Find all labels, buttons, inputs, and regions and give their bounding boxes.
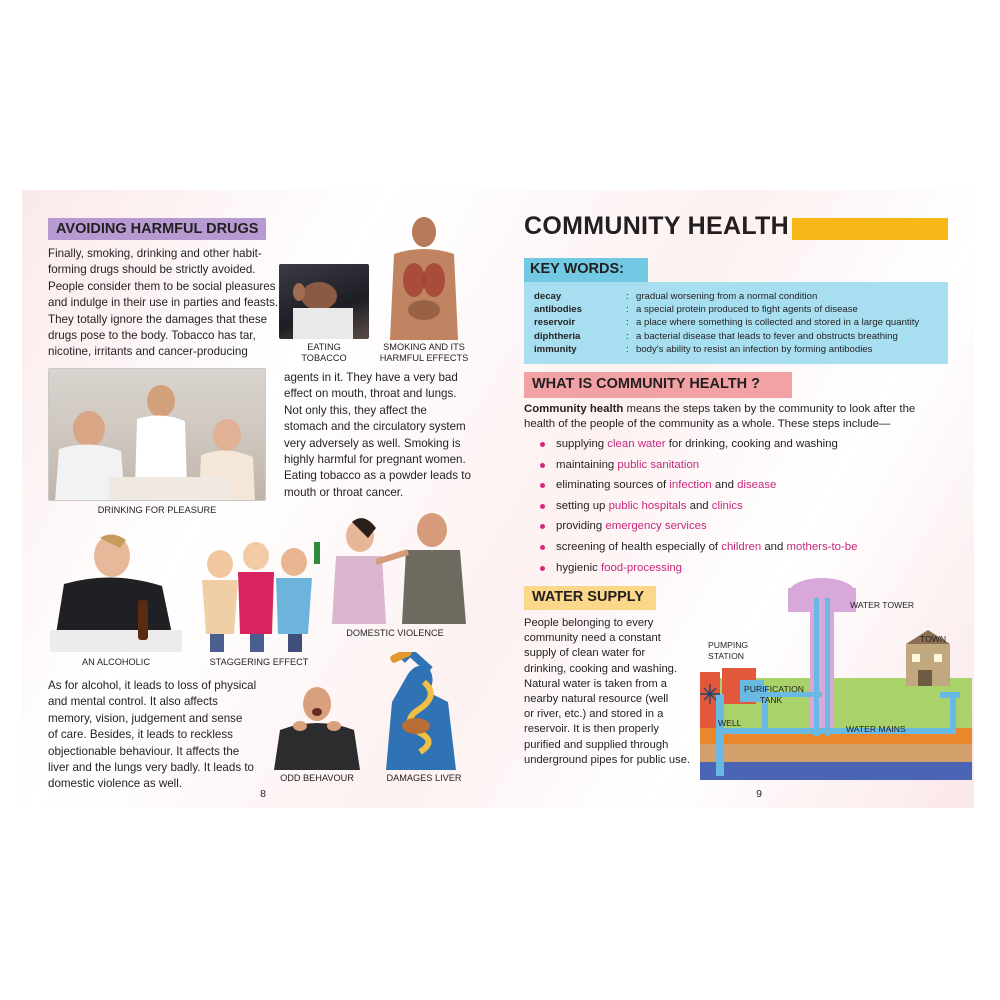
text-line: mouth or throat cancer.: [284, 485, 404, 499]
key-word-row: [534, 343, 938, 356]
key-word-colon: :: [626, 304, 629, 316]
step-highlight: clean water: [607, 438, 666, 450]
label-well: WELL: [718, 718, 742, 728]
text-line: very adversely as well. Smoking is: [284, 436, 461, 450]
key-word-row: [534, 303, 938, 316]
caption-domestic: DOMESTIC VIOLENCE: [346, 628, 444, 638]
left-page: [22, 190, 498, 808]
text-line: supply of clean water for: [524, 647, 646, 660]
caption-smoking: SMOKING AND ITS HARMFUL EFFECTS: [379, 342, 469, 363]
bullet-icon: [540, 504, 545, 509]
step-highlight: disease: [737, 479, 777, 492]
text-line: nicotine, irritants and cancer-producing: [48, 345, 248, 359]
book-spread: [22, 190, 974, 808]
text-line: stomach and the circulatory system: [284, 420, 466, 434]
water-supply-paragraph: [524, 616, 704, 768]
list-item: [536, 537, 946, 558]
text-line: and indulge in their use in parties and feasts.: [48, 296, 279, 310]
label-water-tower: WATER TOWER: [850, 600, 915, 610]
key-words-box: [524, 282, 948, 364]
step-text: and: [711, 479, 738, 492]
bullet-icon: [540, 442, 545, 447]
text-line: People belonging to every: [524, 617, 654, 629]
text-line: Eating tobacco as a powder leads to: [284, 469, 471, 483]
water-supply-diagram: [700, 578, 972, 784]
caption-alcoholic: AN ALCOHOLIC: [82, 657, 150, 667]
key-word-definition: gradual worsening from a normal condition: [636, 291, 818, 302]
key-words-heading: KEY WORDS:: [524, 258, 648, 282]
page-number-left: 8: [260, 788, 266, 800]
text-line: purified and supplied through: [524, 738, 669, 751]
bullet-icon: [540, 483, 545, 488]
intro-bold-term: Community health: [524, 403, 624, 415]
step-text: supplying: [556, 438, 608, 450]
list-item: [536, 455, 946, 476]
key-word-row: [534, 330, 938, 343]
list-item: [536, 434, 946, 455]
step-text: eliminating sources of: [556, 479, 670, 492]
step-highlight: food-processing: [600, 561, 683, 574]
label-water-mains: WATER MAINS: [846, 724, 906, 734]
text-line: drugs pose to the body. Tobacco has tar,: [48, 329, 256, 343]
label-station: STATION: [708, 651, 744, 661]
text-line: Not only this, they affect the: [284, 403, 427, 417]
step-text: hygienic: [556, 561, 601, 574]
list-item: [536, 516, 946, 537]
step-text: and: [686, 499, 712, 512]
odd-behaviour-photo: [270, 680, 364, 770]
step-text: for drinking, cooking and washing: [665, 438, 838, 450]
step-text: and: [761, 540, 787, 553]
caption-odd: ODD BEHAVOUR: [280, 773, 354, 783]
text-line: As for alcohol, it leads to loss of physical: [48, 679, 257, 692]
intro-paragraph: [48, 246, 288, 361]
alcohol-paragraph: [48, 678, 288, 793]
eating-tobacco-photo: [279, 264, 369, 339]
key-word-definition: body's ability to resist an infection by forming antibodies: [636, 343, 873, 355]
key-word-row: [534, 290, 938, 303]
text-line: highly harmful for pregnant women.: [284, 453, 466, 467]
step-highlight: infection: [669, 479, 712, 492]
key-word-row: [534, 316, 938, 329]
label-tank: TANK: [760, 695, 783, 705]
key-word-colon: :: [626, 317, 629, 329]
label-town: TOWN: [920, 634, 947, 644]
steps-list: [536, 434, 946, 578]
damages-liver-illustration: [370, 652, 474, 770]
domestic-violence-photo: [316, 508, 474, 624]
community-health-intro: [524, 402, 948, 433]
text-line: or river, etc.) and stored in a: [524, 708, 664, 721]
page-number-right: 9: [756, 788, 762, 800]
step-highlight: clinics: [711, 499, 743, 512]
text-line: reservoir. It is then properly: [524, 723, 659, 736]
label-pumping: PUMPING: [708, 640, 749, 650]
text-line: community need a constant: [524, 632, 661, 645]
key-word-definition: a place where something is collected and stored in a large quantity: [636, 317, 920, 329]
key-word-term: immunity: [534, 343, 577, 355]
text-line: memory, vision, judgement and sense: [48, 711, 243, 725]
text-line: effect on mouth, throat and lungs.: [284, 387, 457, 401]
step-highlight: mothers-to-be: [786, 540, 858, 553]
text-line: drinking, cooking and washing.: [524, 662, 677, 675]
label-purification: PURIFICATION: [744, 684, 804, 694]
water-supply-heading: WATER SUPPLY: [524, 586, 656, 610]
text-line: domestic violence as well.: [48, 777, 183, 791]
caption-eating-tobacco: EATING TOBACCO: [301, 342, 347, 363]
bullet-icon: [540, 566, 545, 571]
caption-drinking: DRINKING FOR PLEASURE: [97, 505, 217, 515]
water-supply-diagram-graphic: [700, 578, 972, 784]
caption-liver: DAMAGES LIVER: [386, 773, 462, 783]
page-title: COMMUNITY HEALTH: [524, 212, 789, 240]
key-word-term: diphtheria: [534, 330, 581, 342]
key-word-colon: :: [626, 291, 629, 302]
text-line: forming drugs should be strictly avoided.: [48, 263, 256, 277]
bullet-icon: [540, 545, 545, 550]
text-line: underground pipes for public use.: [524, 753, 691, 766]
text-line: nearby natural resource (well: [524, 693, 669, 706]
alcoholic-photo: [50, 530, 182, 652]
text-line: liver and the lungs very badly. It leads to: [48, 761, 255, 775]
text-line: objectionable behaviour. It affects the: [48, 744, 240, 758]
text-line: They totally ignore the damages that these: [48, 312, 268, 326]
text-line: of care. Besides, it leads to reckless: [48, 728, 233, 742]
text-line: People consider them to be social pleasures: [48, 279, 276, 293]
key-word-term: reservoir: [534, 317, 576, 329]
step-highlight: emergency services: [605, 520, 707, 533]
smoking-effects-illustration: [374, 214, 474, 340]
caption-staggering: STAGGERING EFFECT: [209, 657, 309, 667]
list-item: [536, 558, 946, 579]
staggering-effect-illustration: [194, 534, 324, 652]
title-accent-bar: [792, 218, 948, 240]
text-line: and mental control. It also affects: [48, 695, 218, 709]
intro-rest: means the steps taken by the community to look after the: [623, 403, 916, 415]
step-highlight: public sanitation: [617, 458, 700, 471]
what-is-community-health-heading: WHAT IS COMMUNITY HEALTH ?: [524, 372, 792, 398]
key-word-definition: a special protein produced to fight agents of disease: [636, 304, 858, 316]
list-item: [536, 475, 946, 496]
step-highlight: public hospitals: [608, 499, 687, 512]
intro-line-2: health of the people of the community as a whole. These steps include—: [524, 418, 891, 431]
key-word-definition: a bacterial disease that leads to fever and obstructs breathing: [636, 330, 898, 342]
bullet-icon: [540, 524, 545, 529]
intro-line-1: [524, 402, 948, 417]
step-highlight: children: [721, 540, 762, 553]
text-line: Natural water is taken from a: [524, 677, 668, 690]
key-word-colon: :: [626, 343, 629, 355]
key-word-term: decay: [534, 291, 562, 302]
step-text: setting up: [556, 499, 609, 512]
step-text: screening of health especially of: [556, 540, 722, 553]
text-line: agents in it. They have a very bad: [284, 371, 458, 384]
bullet-icon: [540, 463, 545, 468]
step-text: providing: [556, 520, 606, 533]
drinking-for-pleasure-photo: [48, 368, 266, 501]
step-text: maintaining: [556, 458, 618, 471]
key-word-colon: :: [626, 330, 629, 342]
continued-paragraph: [284, 370, 494, 501]
right-page: [498, 190, 974, 808]
key-word-term: antibodies: [534, 304, 582, 316]
text-line: Finally, smoking, drinking and other habit-: [48, 247, 262, 260]
heading-avoiding-harmful-drugs: AVOIDING HARMFUL DRUGS: [48, 218, 266, 240]
list-item: [536, 496, 946, 517]
